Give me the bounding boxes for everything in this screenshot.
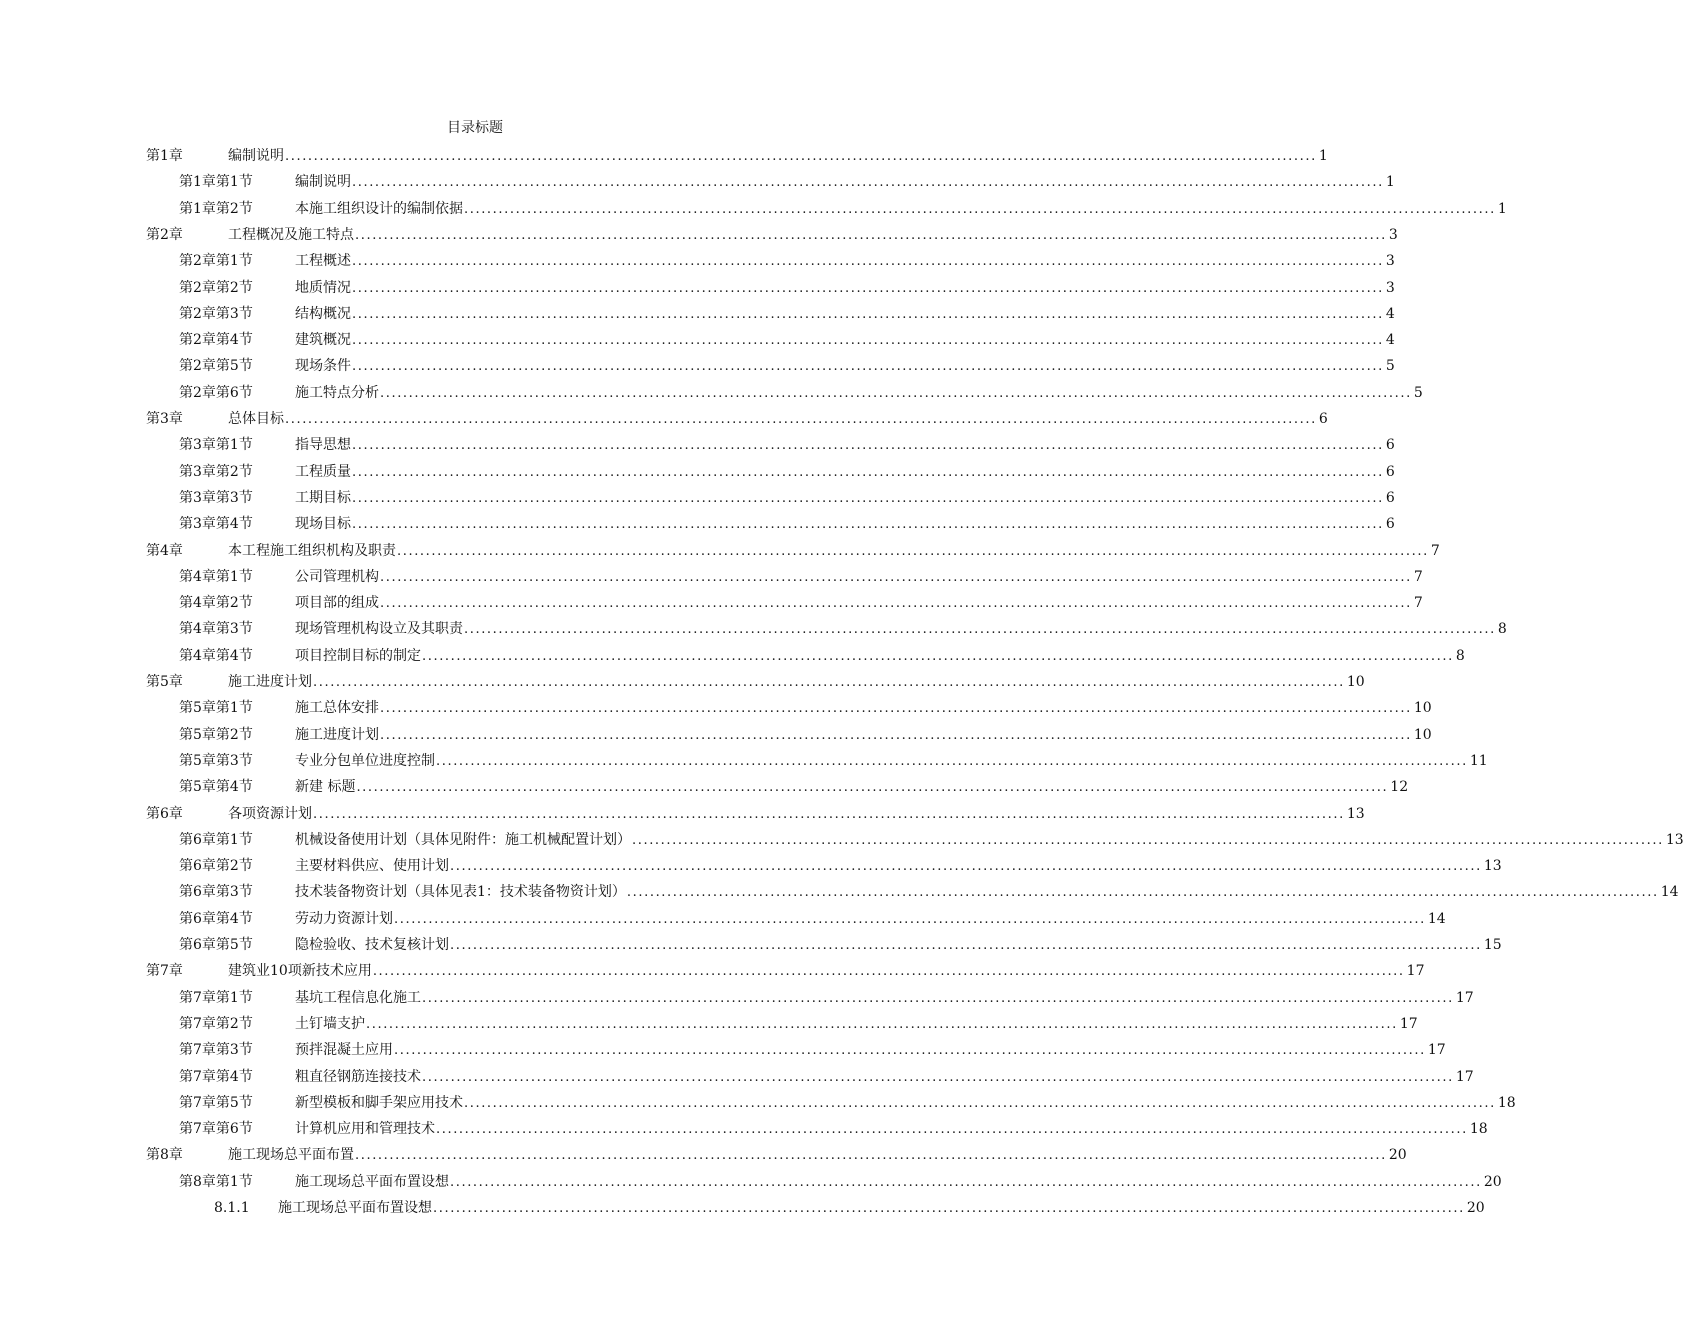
toc-dot-leader: .................................................................................................................................................................................... [380, 701, 1412, 717]
toc-entry-title: 工程质量 [295, 463, 351, 480]
toc-page-number: 6 [1385, 516, 1395, 533]
toc-entry-title: 建筑概况 [295, 332, 351, 349]
toc-page-number: 5 [1385, 358, 1395, 375]
toc-page-number: 8 [1455, 647, 1465, 664]
toc-dot-leader: .................................................................................................................................................................................... [352, 254, 1384, 270]
toc-page-number: 6 [1318, 411, 1328, 427]
toc-entry-number: 第3章 [146, 411, 183, 427]
toc-entry-number: 第5章 [146, 674, 183, 690]
toc-dot-leader: .................................................................................................................................................................................... [352, 464, 1384, 480]
toc-section-entry[interactable] [179, 1092, 1516, 1114]
toc-section-entry[interactable] [179, 1039, 1446, 1061]
toc-chapter-entry[interactable] [146, 960, 1425, 982]
toc-entry-number: 8.1.1 [214, 1200, 250, 1216]
toc-entry-number: 第5章第1节 [179, 700, 253, 717]
toc-dot-leader: .................................................................................................................................................................................... [464, 201, 1496, 217]
toc-entry-title: 指导思想 [295, 437, 351, 454]
toc-dot-leader: .................................................................................................................................................................................... [436, 753, 1468, 769]
toc-dot-leader: .................................................................................................................................................................................... [352, 490, 1384, 506]
toc-title: 目录标题 [447, 120, 503, 136]
toc-page-number: 10 [1346, 674, 1365, 690]
toc-entry-title: 施工进度计划 [228, 674, 312, 690]
toc-section-entry[interactable] [179, 750, 1488, 772]
toc-section-entry[interactable] [179, 513, 1395, 535]
toc-page-number: 7 [1413, 595, 1423, 612]
toc-section-entry[interactable] [179, 277, 1395, 299]
toc-section-entry[interactable] [179, 1013, 1418, 1035]
toc-entry-number: 第5章第2节 [179, 726, 253, 743]
toc-section-entry[interactable] [179, 382, 1423, 404]
toc-section-entry[interactable] [179, 618, 1507, 640]
toc-dot-leader: .................................................................................................................................................................................... [285, 149, 1317, 164]
toc-page-number: 8 [1497, 621, 1507, 638]
toc-chapter-entry[interactable] [146, 224, 1398, 246]
toc-entry-number: 第7章第6节 [179, 1121, 253, 1138]
toc-entry-number: 第1章 [146, 148, 183, 164]
toc-dot-leader: .................................................................................................................................................................................... [285, 412, 1317, 427]
toc-entry-number: 第2章第5节 [179, 358, 253, 375]
toc-entry-number: 第7章第1节 [179, 989, 253, 1006]
toc-section-entry[interactable] [179, 855, 1502, 877]
toc-section-entry[interactable] [179, 461, 1395, 483]
toc-entry-number: 第7章第2节 [179, 1015, 253, 1032]
toc-dot-leader: .................................................................................................................................................................................... [422, 1069, 1454, 1085]
toc-page-number: 1 [1385, 174, 1395, 191]
toc-entry-title: 工程概述 [295, 253, 351, 270]
toc-chapter-entry[interactable] [146, 408, 1328, 430]
toc-entry-number: 第7章第3节 [179, 1042, 253, 1059]
toc-dot-leader: .................................................................................................................................................................................... [372, 964, 1405, 980]
toc-page-number: 14 [1660, 884, 1679, 901]
toc-dot-leader: .................................................................................................................................................................................... [464, 1095, 1496, 1111]
toc-page-number: 10 [1413, 726, 1432, 743]
toc-page-number: 17 [1455, 989, 1474, 1006]
toc-entry-title: 项目部的组成 [295, 595, 379, 612]
toc-entry-number: 第6章第2节 [179, 858, 253, 875]
toc-entry-title: 土钉墙支护 [295, 1015, 365, 1032]
toc-page-number: 6 [1385, 437, 1395, 454]
toc-entry-number: 第4章第4节 [179, 647, 253, 664]
toc-dot-leader: .................................................................................................................................................................................... [352, 280, 1384, 296]
toc-page-number: 20 [1466, 1200, 1485, 1216]
toc-entry-title: 总体目标 [228, 411, 284, 427]
toc-page-number: 11 [1469, 752, 1488, 769]
toc-section-entry[interactable] [179, 487, 1395, 509]
toc-dot-leader: .................................................................................................................................................................................... [394, 1043, 1426, 1059]
toc-page-number: 1 [1318, 148, 1328, 164]
toc-page-number: 1 [1497, 200, 1507, 217]
toc-entry-title: 编制说明 [228, 148, 284, 164]
toc-entry-number: 第1章第2节 [179, 200, 253, 217]
toc-section-entry[interactable] [179, 355, 1395, 377]
toc-chapter-entry[interactable] [146, 540, 1440, 562]
toc-dot-leader: .................................................................................................................................................................................... [355, 1148, 1387, 1164]
toc-section-entry[interactable] [179, 908, 1446, 930]
toc-dot-leader: .................................................................................................................................................................................... [352, 306, 1384, 322]
toc-page-number: 13 [1665, 831, 1684, 848]
toc-entry-title: 编制说明 [295, 174, 351, 191]
toc-subsection-entry[interactable] [214, 1197, 1485, 1219]
toc-page-number: 12 [1390, 779, 1409, 796]
toc-dot-leader: .................................................................................................................................................................................... [380, 385, 1412, 401]
toc-entry-number: 第2章第2节 [179, 279, 253, 296]
toc-entry-number: 第3章第4节 [179, 516, 253, 533]
toc-section-entry[interactable] [179, 171, 1395, 193]
toc-dot-leader: .................................................................................................................................................................................... [313, 675, 1345, 690]
toc-entry-title: 现场条件 [295, 358, 351, 375]
toc-entry-title: 粗直径钢筋连接技术 [295, 1068, 421, 1085]
toc-page-number: 17 [1406, 963, 1425, 980]
toc-section-entry[interactable] [179, 645, 1465, 667]
toc-section-entry[interactable] [179, 987, 1474, 1009]
toc-dot-leader: .................................................................................................................................................................................... [355, 227, 1387, 243]
toc-entry-number: 第7章第4节 [179, 1068, 253, 1085]
toc-dot-leader: .................................................................................................................................................................................... [352, 333, 1384, 349]
toc-entry-title: 施工特点分析 [295, 384, 379, 401]
toc-entry-number: 第4章第1节 [179, 568, 253, 585]
toc-entry-number: 第2章第1节 [179, 253, 253, 270]
toc-entry-number: 第7章 [146, 963, 183, 980]
toc-entry-number: 第2章第4节 [179, 332, 253, 349]
toc-entry-title: 现场目标 [295, 516, 351, 533]
toc-entry-title: 建筑业10项新技术应用 [228, 963, 372, 980]
toc-entry-number: 第3章第2节 [179, 463, 253, 480]
toc-dot-leader: .................................................................................................................................................................................... [380, 727, 1412, 743]
toc-entry-title: 基坑工程信息化施工 [295, 989, 421, 1006]
toc-dot-leader: .................................................................................................................................................................................... [433, 1201, 1465, 1216]
toc-section-entry[interactable] [179, 198, 1507, 220]
toc-entry-number: 第4章 [146, 542, 183, 559]
toc-entry-title: 施工现场总平面布置设想 [278, 1200, 432, 1216]
toc-entry-number: 第5章第3节 [179, 752, 253, 769]
toc-section-entry[interactable] [179, 934, 1502, 956]
toc-entry-number: 第4章第2节 [179, 595, 253, 612]
toc-entry-title: 劳动力资源计划 [295, 910, 393, 927]
toc-page-number: 3 [1388, 226, 1398, 243]
toc-entry-title: 新建 标题 [295, 779, 356, 796]
toc-dot-leader: .................................................................................................................................................................................... [380, 569, 1412, 585]
toc-page-number: 10 [1413, 700, 1432, 717]
toc-page-number: 17 [1427, 1042, 1446, 1059]
toc-page-number: 17 [1455, 1068, 1474, 1085]
toc-page-number: 20 [1483, 1173, 1502, 1190]
toc-dot-leader: .................................................................................................................................................................................... [626, 885, 1659, 901]
toc-entry-title: 计算机应用和管理技术 [295, 1121, 435, 1138]
toc-page-number: 15 [1483, 937, 1502, 953]
toc-page-number: 7 [1413, 568, 1423, 585]
toc-entry-number: 第1章第1节 [179, 174, 253, 191]
toc-entry-title: 项目控制目标的制定 [295, 647, 421, 664]
toc-page-number: 4 [1385, 332, 1395, 349]
toc-section-entry[interactable] [179, 724, 1432, 746]
toc-entry-number: 第6章第3节 [179, 884, 253, 901]
toc-page-number: 6 [1385, 463, 1395, 480]
toc-page-number: 3 [1385, 253, 1395, 270]
toc-section-entry[interactable] [179, 329, 1395, 351]
toc-section-entry[interactable] [179, 303, 1395, 325]
toc-dot-leader: .................................................................................................................................................................................... [450, 938, 1482, 953]
toc-dot-leader: .................................................................................................................................................................................... [436, 1122, 1468, 1138]
toc-section-entry[interactable] [179, 1171, 1502, 1193]
toc-entry-title: 施工现场总平面布置 [228, 1147, 354, 1164]
toc-entry-number: 第4章第3节 [179, 621, 253, 638]
toc-section-entry[interactable] [179, 566, 1423, 588]
toc-page-number: 7 [1430, 542, 1440, 559]
toc-section-entry[interactable] [179, 776, 1409, 798]
toc-entry-number: 第6章第4节 [179, 910, 253, 927]
toc-dot-leader: .................................................................................................................................................................................... [450, 859, 1482, 875]
toc-page-number: 18 [1497, 1094, 1516, 1111]
toc-entry-title: 施工总体安排 [295, 700, 379, 717]
toc-dot-leader: .................................................................................................................................................................................... [352, 175, 1384, 191]
toc-entry-number: 第5章第4节 [179, 779, 253, 796]
toc-entry-title: 施工进度计划 [295, 726, 379, 743]
toc-page-number: 13 [1483, 858, 1502, 875]
toc-page-number: 14 [1427, 910, 1446, 927]
toc-page-number: 4 [1385, 305, 1395, 322]
toc-section-entry[interactable] [179, 250, 1395, 272]
toc-entry-number: 第8章 [146, 1147, 183, 1164]
toc-entry-title: 本施工组织设计的编制依据 [295, 200, 463, 217]
toc-chapter-entry[interactable] [146, 803, 1365, 825]
toc-entry-title: 现场管理机构设立及其职责 [295, 621, 463, 638]
toc-page-number: 5 [1413, 384, 1423, 401]
toc-chapter-entry[interactable] [146, 671, 1365, 693]
toc-entry-title: 主要材料供应、使用计划 [295, 858, 449, 875]
toc-section-entry[interactable] [179, 1118, 1488, 1140]
toc-page-number: 6 [1385, 489, 1395, 506]
toc-entry-title: 工程概况及施工特点 [228, 226, 354, 243]
toc-entry-number: 第2章第6节 [179, 384, 253, 401]
toc-chapter-entry[interactable] [146, 1144, 1407, 1166]
toc-dot-leader: .................................................................................................................................................................................... [352, 438, 1384, 454]
toc-page-number: 18 [1469, 1121, 1488, 1138]
toc-entry-title: 施工现场总平面布置设想 [295, 1173, 449, 1190]
toc-dot-leader: .................................................................................................................................................................................... [352, 359, 1384, 375]
toc-entry-number: 第6章 [146, 805, 183, 822]
toc-dot-leader: .................................................................................................................................................................................... [632, 832, 1664, 848]
toc-dot-leader: .................................................................................................................................................................................... [394, 911, 1426, 927]
toc-dot-leader: .................................................................................................................................................................................... [352, 517, 1384, 533]
toc-entry-title: 技术装备物资计划（具体见表1：技术装备物资计划） [295, 884, 626, 901]
toc-dot-leader: .................................................................................................................................................................................... [313, 806, 1345, 822]
toc-entry-title: 公司管理机构 [295, 568, 379, 585]
toc-entry-title: 新型模板和脚手架应用技术 [295, 1094, 463, 1111]
toc-entry-number: 第7章第5节 [179, 1094, 253, 1111]
toc-entry-title: 机械设备使用计划（具体见附件：施工机械配置计划） [295, 831, 631, 848]
toc-entry-number: 第2章 [146, 226, 183, 243]
toc-entry-title: 本工程施工组织机构及职责 [228, 542, 396, 559]
toc-entry-number: 第6章第1节 [179, 831, 253, 848]
toc-entry-number: 第3章第1节 [179, 437, 253, 454]
toc-dot-leader: .................................................................................................................................................................................... [450, 1174, 1482, 1190]
toc-entry-title: 地质情况 [295, 279, 351, 296]
toc-entry-number: 第8章第1节 [179, 1173, 253, 1190]
toc-page-number: 17 [1399, 1015, 1418, 1032]
toc-section-entry[interactable] [179, 1066, 1474, 1088]
toc-section-entry[interactable] [179, 434, 1395, 456]
toc-dot-leader: .................................................................................................................................................................................... [356, 780, 1389, 796]
toc-page-number: 13 [1346, 805, 1365, 822]
toc-section-entry[interactable] [179, 829, 1684, 851]
toc-dot-leader: .................................................................................................................................................................................... [380, 596, 1412, 612]
toc-section-entry[interactable] [179, 881, 1679, 903]
toc-entry-title: 专业分包单位进度控制 [295, 752, 435, 769]
toc-entry-number: 第2章第3节 [179, 305, 253, 322]
toc-entry-title: 预拌混凝土应用 [295, 1042, 393, 1059]
toc-section-entry[interactable] [179, 697, 1432, 719]
toc-entry-title: 隐检验收、技术复核计划 [295, 937, 449, 953]
toc-entry-number: 第6章第5节 [179, 937, 253, 953]
toc-entry-number: 第3章第3节 [179, 489, 253, 506]
toc-page-number: 3 [1385, 279, 1395, 296]
toc-page-number: 20 [1388, 1147, 1407, 1164]
toc-dot-leader: .................................................................................................................................................................................... [422, 648, 1454, 664]
toc-dot-leader: .................................................................................................................................................................................... [464, 622, 1496, 638]
toc-entry-title: 各项资源计划 [228, 805, 312, 822]
toc-dot-leader: .................................................................................................................................................................................... [422, 990, 1454, 1006]
toc-entry-title: 工期目标 [295, 489, 351, 506]
toc-section-entry[interactable] [179, 592, 1423, 614]
toc-dot-leader: .................................................................................................................................................................................... [366, 1016, 1398, 1032]
toc-entry-title: 结构概况 [295, 305, 351, 322]
toc-dot-leader: .................................................................................................................................................................................... [397, 543, 1429, 559]
toc-chapter-entry[interactable] [146, 145, 1328, 167]
